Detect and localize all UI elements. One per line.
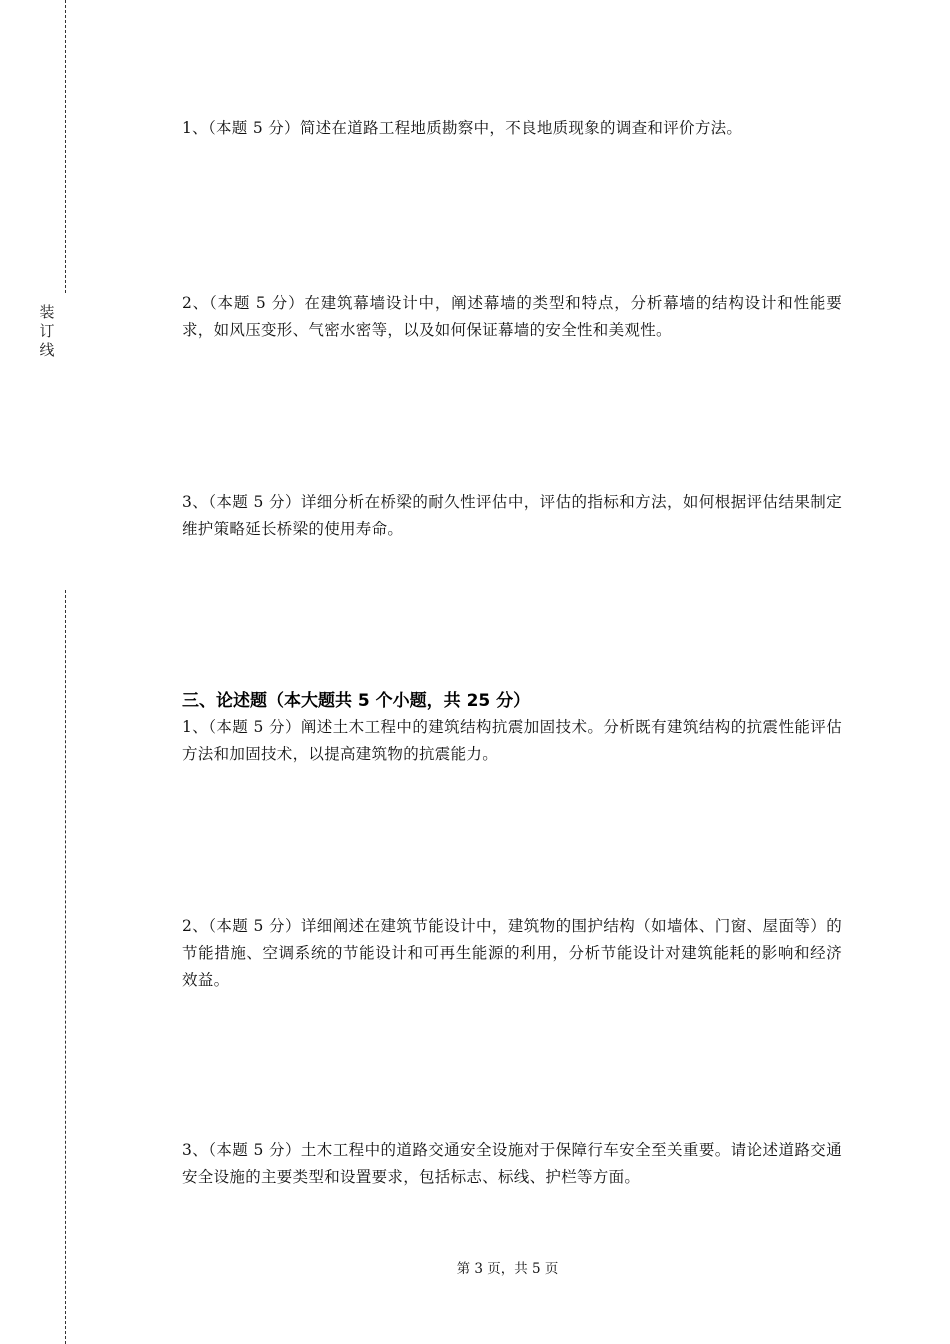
question-text: 1、（本题 5 分）简述在道路工程地质勘察中，不良地质现象的调查和评价方法。 [182, 119, 743, 137]
question-text: 2、（本题 5 分）详细阐述在建筑节能设计中，建筑物的围护结构（如墙体、门窗、屋面等）的节能措施、空调系统的节能设计和可再生能源的利用，分析节能设计对建筑能耗的影响和经济效益。 [182, 917, 842, 989]
question-text: 2、（本题 5 分）在建筑幕墙设计中，阐述幕墙的类型和特点，分析幕墙的结构设计和性能要求，如风压变形、气密水密等，以及如何保证幕墙的安全性和美观性。 [182, 294, 842, 339]
question-text: 1、（本题 5 分）阐述土木工程中的建筑结构抗震加固技术。分析既有建筑结构的抗震性能评估方法和加固技术，以提高建筑物的抗震能力。 [182, 718, 842, 763]
binding-char: 线 [39, 341, 55, 359]
page-number-footer: 第 3 页，共 5 页 [456, 1261, 559, 1277]
binding-dashed-line-bottom [65, 590, 66, 1344]
question-text: 3、（本题 5 分）详细分析在桥梁的耐久性评估中，评估的指标和方法，如何根据评估结果制定维护策略延长桥梁的使用寿命。 [182, 493, 842, 538]
question-text: 3、（本题 5 分）土木工程中的道路交通安全设施对于保障行车安全至关重要。请论述道路交通安全设施的主要类型和设置要求，包括标志、标线、护栏等方面。 [182, 1141, 842, 1186]
binding-char: 订 [39, 322, 55, 340]
binding-margin-label [37, 303, 57, 360]
binding-char: 装 [39, 303, 55, 321]
section-title: 三、论述题（本大题共 5 个小题，共 25 分） [182, 691, 531, 711]
binding-dashed-line-top [65, 0, 66, 293]
